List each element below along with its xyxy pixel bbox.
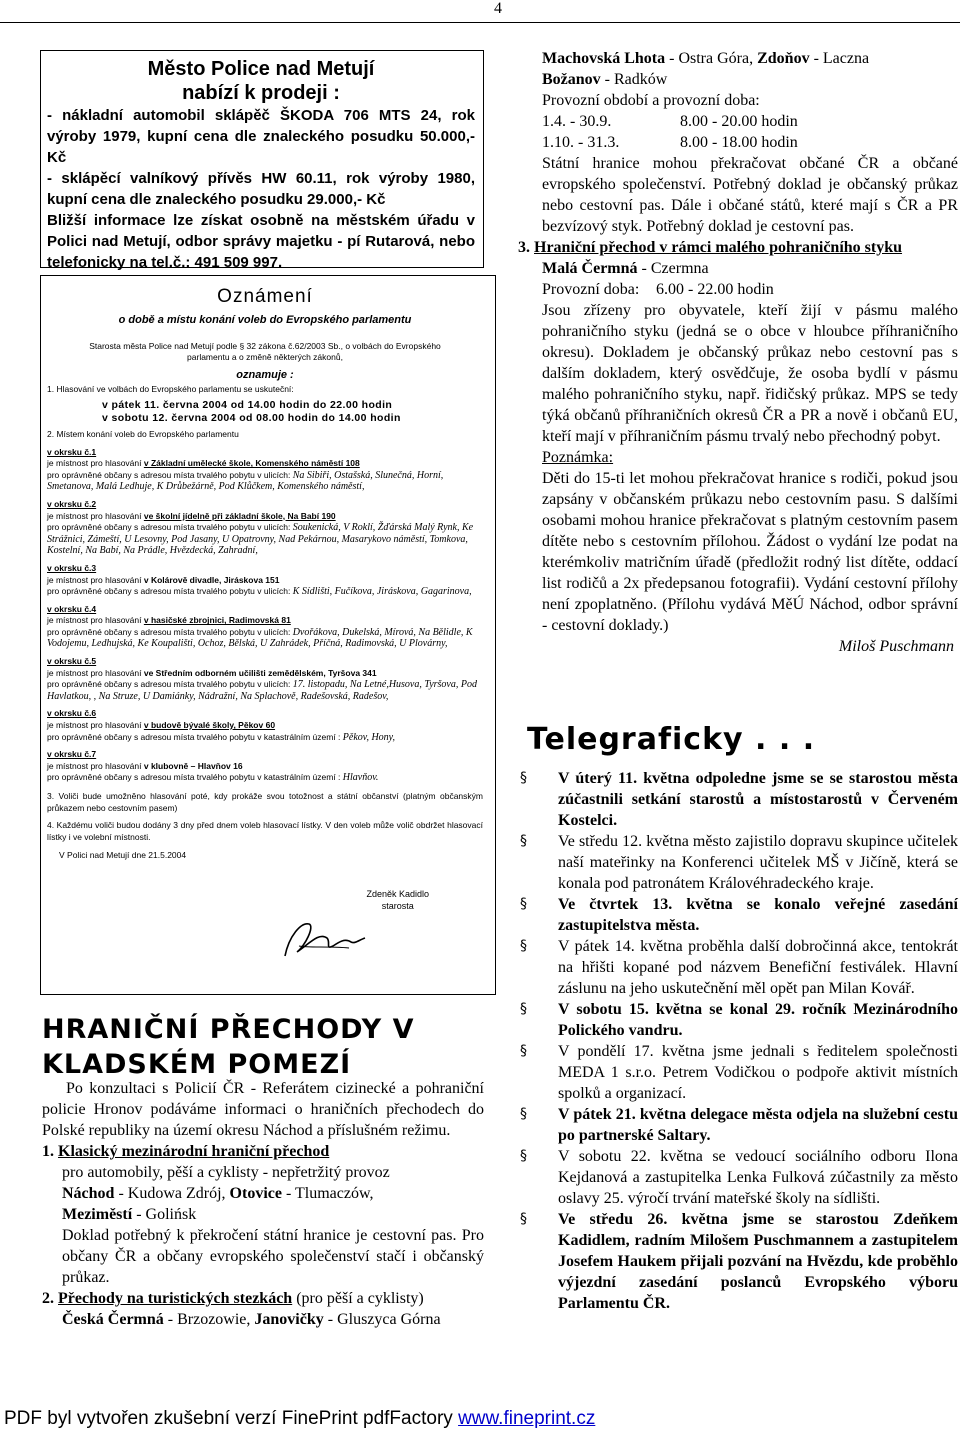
section-1-text: pro automobily, pěší a cyklisty - nepřetržitý provoz [62, 1164, 390, 1181]
notice-point-4: 4. Každému voliči budou dodány 3 dny před dnem voleb hlasovací lístky. V den voleb může volič obdržet hlasovací lístky i ve volební místnosti. [47, 820, 483, 842]
district-5-label: v okrsku č.5 [47, 656, 97, 667]
notice-point-2: 2. Místem konání voleb do Evropského parlamentu [47, 428, 239, 439]
district-5-streets: pro oprávněné občany s adresou místa trvalého pobytu v ulicích: 17. listopadu, Na Letné,Husova, Tyršova, Pod Havlatkou, , Na Struze, U Damiánky, Nádražní, Na Splachově, Radešovská, Radešov, [47, 679, 477, 702]
signer-role: starosta [381, 901, 414, 911]
district-1-streets: pro oprávněné občany s adresou místa trvalého pobytu v ulicích: Na Sibiři, Ostašská, Slunečná, Horní, Smetanova, Malá Ledhuje, K Drůbežárně, Pod Klůčkem, Komenského náměstí, [47, 469, 444, 493]
news-item [514, 768, 958, 831]
section-sign-icon: § [520, 1211, 527, 1227]
district-3-place: je místnost pro hlasování v Kolárově divadle, Jiráskova 151 [47, 574, 280, 585]
section-sign-icon: § [520, 1106, 527, 1122]
note-label: Poznámka: [542, 449, 614, 466]
notice-point-3: 3. Voliči bude umožněno hlasování poté, kdy prokáže svou totožnost a státní občanství (platným občanským průkazem nebo cestovním pasem) [47, 791, 483, 813]
sale-subtitle: nabízí k prodeji : [182, 82, 340, 104]
news-item-text: V sobotu 22. května se vedoucí sociálního odboru Ilona Kejdanová a zastupitelka Lenka Fulková zúčastnily za město oslavy 25. výročí trvání mateřské školy na sídlišti. [558, 1148, 958, 1207]
district-1-place: je místnost pro hlasování v Základní umělecké škole, Komenského náměstí 108 [47, 458, 360, 469]
district-2-label: v okrsku č.2 [47, 498, 97, 509]
district-7-label: v okrsku č.7 [47, 749, 97, 760]
news-item-bold: V sobotu 15. května se konal 29. ročník Mezinárodního Polického vandru. [558, 1001, 958, 1039]
district-6-label: v okrsku č.6 [47, 708, 97, 719]
pdf-footer [4, 1408, 595, 1430]
notice-date-place: V Polici nad Metují dne 21.5.2004 [59, 850, 187, 861]
border-text-right [518, 48, 958, 657]
sale-info: Bližší informace lze získat osobně na městském úřadu v Polici nad Metují, odbor správy majetku - pí Rutarová, nebo telefonicky na tel.č.: 491 509 997. [47, 212, 475, 271]
news-item [514, 1104, 958, 1146]
notice-date-2: v sobotu 12. června 2004 od 08.00 hodin do 14.00 hodin [102, 411, 401, 424]
section-1-crossings-2: Meziměstí - Golińsk [62, 1206, 197, 1223]
district-7-streets: pro oprávněné občany s adresou místa trvalého pobytu v katastrálním území : Hlavňov. [47, 772, 379, 784]
period-row-2: 1.10. - 31.3. 8.00 - 18.00 hodin [542, 134, 798, 151]
border-heading-line-1: HRANIČNÍ PŘECHODY V [42, 1014, 415, 1045]
district-4-label: v okrsku č.4 [47, 603, 97, 614]
period-row-1: 1.4. - 30.9. 8.00 - 20.00 hodin [542, 113, 798, 130]
section-1-heading: 1. Klasický mezinárodní hraniční přechod [42, 1143, 330, 1160]
section-sign-icon: § [520, 770, 527, 786]
sale-box [40, 50, 484, 271]
section-sign-icon: § [520, 938, 527, 954]
page-number: 4 [494, 0, 502, 17]
section-1-doc: Doklad potřebný k překročení státní hranice je cestovní pas. Pro občany ČR a občany evropského společenství stačí i občanský průkaz. [62, 1227, 484, 1286]
signer-block [366, 888, 429, 912]
section-1-crossings-1: Náchod - Kudowa Zdrój, Otovice - Tlumaczów, [62, 1185, 374, 1202]
district-2-place: je místnost pro hlasování ve školní jídelně při základní škole, Na Babí 190 [47, 510, 336, 521]
news-item [514, 999, 958, 1041]
signature-image [279, 916, 369, 962]
notice-intro: Starosta města Police nad Metují podle § 32 zákona č.62/2003 Sb., o volbách do Evropského parlamentu a o změně některých zákonů, [89, 340, 441, 363]
district-4-place: je místnost pro hlasování v hasičské zbrojnici, Radimovská 81 [47, 615, 291, 626]
top-rule [0, 22, 960, 23]
district-3-label: v okrsku č.3 [47, 562, 97, 573]
district-6-place: je místnost pro hlasování v budově bývalé školy, Pěkov 60 [47, 720, 276, 731]
notice-title: Oznámení [217, 286, 313, 307]
news-item-text: V pátek 14. května proběhla další dobročinná akce, tentokrát na hřišti kopané pod názvem Benefiční festiválek. Hlavní záslunu na jeho uskutečnění měl opět pan Milan Kovář. [558, 938, 958, 997]
author: Miloš Puschmann [838, 638, 954, 655]
note-text: Děti do 15-ti let mohou překračovat hranice s rodiči, pokud jsou zapsány v občanském průkazu nebo cestovním pasu. S dalšími osobami mohou hranice překračovat s platným cestovním pasem dítěte nebo s cestovním přílohou. Žádost o vydání lze podat na kterémkoliv matričním úřadě (předložit rodný list dítěte, oddací list rodičů a 2x předepsanou fotografii). Vydání cestovní přílohy není zpoplatněno. (Přílohu vydává MěÚ Náchod, odbor správní - cestovní doklady.) [542, 470, 958, 634]
notice-announces: oznamuje : [236, 368, 294, 381]
news-item [514, 1209, 958, 1314]
news-item [514, 831, 958, 894]
section-2-rule: Státní hranice mohou překračovat občané ČR a občané evropského společenství. Potřebný doklad je občanský průkaz nebo cestovní pas. Dále i občané států, které mají s ČR a PR bezvízový styk. Potřebný doklad je cestovní pas. [542, 155, 958, 235]
district-7-place: je místnost pro hlasování v klubovně – Hlavňov 16 [47, 760, 243, 771]
district-1-label: v okrsku č.1 [47, 446, 97, 457]
news-item-bold: V pátek 21. května delegace města odjela na služební cestu po partnerské Saltary. [558, 1106, 958, 1144]
period-label: Provozní období a provozní doba: [542, 92, 760, 109]
signer-name: Zdeněk Kadidlo [366, 889, 429, 899]
section-sign-icon: § [520, 1148, 527, 1164]
news-list [514, 768, 958, 1314]
crossings-right-1: Machovská Lhota - Ostra Góra, Zdoňov - Laczna [542, 50, 870, 67]
district-3-streets: pro oprávněné občany s adresou místa trvalého pobytu v ulicích: K Sídlišti, Fučíkova, Jiráskova, Gagarinova, [47, 586, 472, 598]
news-item [514, 936, 958, 999]
news-item [514, 1041, 958, 1104]
section-sign-icon: § [520, 833, 527, 849]
section-2-heading: 2. Přechody na turistických stezkách (pro pěší a cyklisty) [42, 1290, 424, 1307]
district-6-streets: pro oprávněné občany s adresou místa trvalého pobytu v katastrálním území : Pěkov, Hony, [47, 731, 396, 743]
news-item-text: Ve středu 12. května město zajistilo dopravu skupince učitelek naší mateřinky na Konferenci učitelek MŠ v Jičíně, která se konala pod patronátem Královéhradeckého kraje. [558, 833, 958, 892]
sale-item-truck: - nákladní automobil sklápěč ŠKODA 706 MTS 24, rok výroby 1979, kupní cena dle znaleckého posudku 50.000,- Kč [47, 107, 475, 166]
section-sign-icon: § [520, 1001, 527, 1017]
notice-date-1: v pátek 11. června 2004 od 14.00 hodin do 22.00 hodin [102, 398, 393, 411]
notice-point-1: 1. Hlasování ve volbách do Evropského parlamentu se uskuteční: [47, 384, 294, 395]
district-2-streets: pro oprávněné občany s adresou místa trvalého pobytu v ulicích: Soukenická, V Roklí, Žďárská Malý Rynk, Ke Strážnici, Zámeští, U Lesovny, Pod Jasany, U Opatrovny, Nad Pekárnou, Masarykovo náměstí, Tomkova, Kostelní, Na Babí, Na Prádle, Hvězdecká, Zahradní, [47, 522, 474, 557]
border-intro: Po konzultaci s Policií ČR - Referátem cizinecké a pohraniční policie Hronov podáváme informaci o hraničních přechodech do Polské republiky na území okresu Náchod a příslušném režimu. [42, 1080, 484, 1139]
border-heading-line-2: KLADSKÉM POMEZÍ [42, 1049, 352, 1080]
district-4-streets: pro oprávněné občany s adresou místa trvalého pobytu v ulicích: Dvořákova, Dukelská, Mírová, Na Bělidle, K Vodojemu, Ledhujská, Ke Koupališti, Ochoz, Bělská, U Zahrádek, Příčná, Radimovská, U Plovárny, [47, 626, 473, 650]
district-5-place: je místnost pro hlasování ve Středním odborném učilišti zemědělském, Tyršova 341 [47, 667, 377, 678]
notice-subtitle: o době a místu konání voleb do Evropského parlamentu [118, 314, 412, 326]
sale-title: Město Police nad Metují [147, 58, 375, 80]
news-item [514, 894, 958, 936]
election-notice [40, 275, 496, 995]
border-heading [42, 1012, 414, 1082]
news-item-bold: Ve čtvrtek 13. května se konalo veřejné zasedání zastupitelstva města. [558, 896, 958, 934]
border-text-left [42, 1078, 484, 1330]
section-2-crossings: Česká Čermná - Brzozowie, Janovičky - Gluszyca Górna [62, 1311, 441, 1328]
sale-item-trailer: - sklápěcí valníkový přívěs HW 60.11, rok výroby 1980, kupní cena dle znaleckého posudku 29.000,- Kč [47, 170, 475, 208]
telegraficky-heading: Telegraficky . . . [527, 722, 816, 757]
section-3-hours: Provozní doba: 6.00 - 22.00 hodin [542, 281, 774, 298]
footer-text: PDF byl vytvořen zkušební verzí FinePrint pdfFactory [4, 1408, 459, 1429]
crossings-right-2: Božanov - Radków [542, 71, 668, 88]
news-item [514, 1146, 958, 1209]
section-3-heading: 3. Hraniční přechod v rámci malého pohraničního styku [518, 239, 903, 256]
section-sign-icon: § [520, 1043, 527, 1059]
footer-link[interactable]: www.fineprint.cz [458, 1408, 596, 1429]
section-sign-icon: § [520, 896, 527, 912]
news-item-bold: Ve středu 26. května jsme se starostou Zdeňkem Kadidlem, radním Milošem Puschmannem a zastupitelem Josefem Haukem přijali pozvání na Hvězdu, kde proběhlo výjezdní zasedání poslanců Evropského výboru Parlamentu ČR. [558, 1211, 958, 1312]
news-item-bold: V úterý 11. května odpoledne jsme se se starostou města zúčastnili setkání starostů a místostarostů v Červeném Kostelci. [558, 770, 958, 829]
news-item-text: V pondělí 17. května jsme jednali s ředitelem společnosti MEDA 1 s.r.o. Petrem Vodičkou o podpoře aktivit místních spolků a organizací. [558, 1043, 958, 1102]
section-3-crossing: Malá Čermná - Czermna [542, 260, 709, 277]
section-3-text: Jsou zřízeny pro obyvatele, kteří žijí v pásmu malého pohraničního styku (jedná se o obce v hloubce příhraničního okresu). Dokladem je občanský průkaz nebo cestovní pas s dalším dokladem, který osvědčuje, že osoba bydlí v pásmu malého pohraničního styku, např. řidičský průkaz. MPS se tedy týká občanů příhraničních okresů ČR a PR a nově i občanů EU, kteří mají v příhraničním pásmu trvalý nebo přechodný pobyt. [542, 302, 958, 445]
